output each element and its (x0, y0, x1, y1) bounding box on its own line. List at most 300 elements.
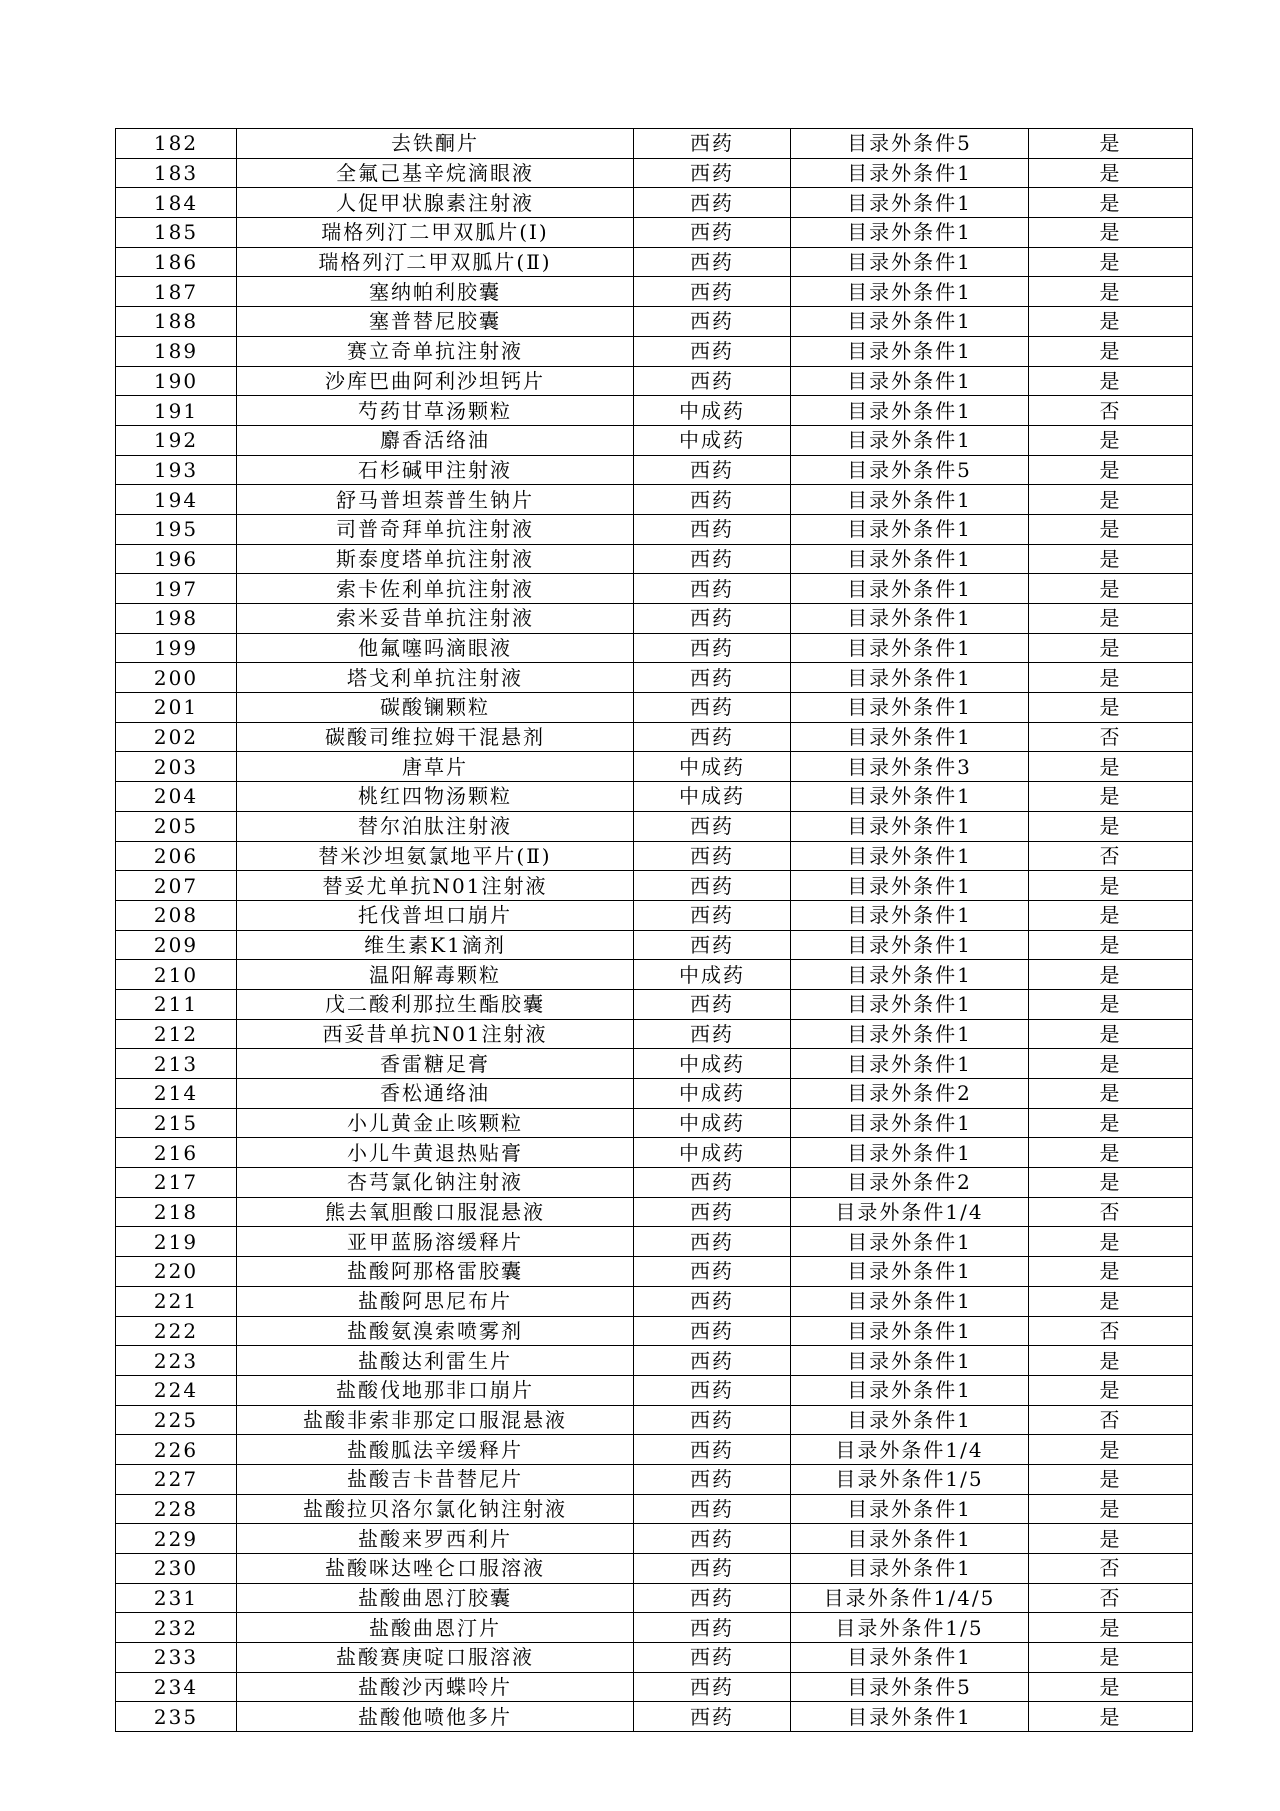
condition-cell: 目录外条件1/5 (791, 1613, 1029, 1643)
condition-cell: 目录外条件1 (791, 663, 1029, 693)
drug-type-cell: 西药 (634, 633, 791, 663)
drug-type-cell: 西药 (634, 1227, 791, 1257)
drug-name-cell: 唐草片 (237, 752, 634, 782)
condition-cell: 目录外条件1 (791, 574, 1029, 604)
flag-cell: 是 (1029, 158, 1193, 188)
row-number-cell: 203 (116, 752, 237, 782)
drug-table (115, 128, 1193, 1732)
table-row (116, 1672, 1193, 1702)
drug-type-cell: 西药 (634, 574, 791, 604)
drug-name-cell: 去铁酮片 (237, 129, 634, 159)
drug-name-cell: 亚甲蓝肠溶缓释片 (237, 1227, 634, 1257)
drug-type-cell: 西药 (634, 900, 791, 930)
flag-cell: 是 (1029, 811, 1193, 841)
flag-cell: 是 (1029, 514, 1193, 544)
drug-name-cell: 盐酸曲恩汀片 (237, 1613, 634, 1643)
row-number-cell: 197 (116, 574, 237, 604)
flag-cell: 是 (1029, 247, 1193, 277)
flag-cell: 是 (1029, 455, 1193, 485)
drug-name-cell: 温阳解毒颗粒 (237, 960, 634, 990)
table-row (116, 218, 1193, 248)
flag-cell: 是 (1029, 693, 1193, 723)
drug-type-cell: 西药 (634, 1435, 791, 1465)
drug-name-cell: 替尔泊肽注射液 (237, 811, 634, 841)
condition-cell: 目录外条件1 (791, 1257, 1029, 1287)
table-row (116, 752, 1193, 782)
condition-cell: 目录外条件1 (791, 871, 1029, 901)
condition-cell: 目录外条件1 (791, 485, 1029, 515)
condition-cell: 目录外条件3 (791, 752, 1029, 782)
drug-type-cell: 西药 (634, 811, 791, 841)
row-number-cell: 194 (116, 485, 237, 515)
row-number-cell: 227 (116, 1464, 237, 1494)
table-body (116, 129, 1193, 1732)
condition-cell: 目录外条件1 (791, 188, 1029, 218)
drug-name-cell: 全氟己基辛烷滴眼液 (237, 158, 634, 188)
row-number-cell: 231 (116, 1583, 237, 1613)
table-row (116, 782, 1193, 812)
row-number-cell: 189 (116, 336, 237, 366)
table-row (116, 841, 1193, 871)
flag-cell: 是 (1029, 1019, 1193, 1049)
table-row (116, 1554, 1193, 1584)
drug-type-cell: 西药 (634, 544, 791, 574)
drug-type-cell: 西药 (634, 1019, 791, 1049)
drug-type-cell: 西药 (634, 1375, 791, 1405)
drug-type-cell: 西药 (634, 1672, 791, 1702)
flag-cell: 是 (1029, 1613, 1193, 1643)
row-number-cell: 209 (116, 930, 237, 960)
flag-cell: 是 (1029, 1049, 1193, 1079)
table-row (116, 930, 1193, 960)
drug-name-cell: 芍药甘草汤颗粒 (237, 396, 634, 426)
table-row (116, 811, 1193, 841)
flag-cell: 是 (1029, 1643, 1193, 1673)
row-number-cell: 226 (116, 1435, 237, 1465)
drug-name-cell: 盐酸达利雷生片 (237, 1346, 634, 1376)
drug-name-cell: 小儿牛黄退热贴膏 (237, 1138, 634, 1168)
table-row (116, 1138, 1193, 1168)
table-row (116, 722, 1193, 752)
condition-cell: 目录外条件1 (791, 960, 1029, 990)
row-number-cell: 192 (116, 425, 237, 455)
drug-type-cell: 西药 (634, 247, 791, 277)
condition-cell: 目录外条件1 (791, 1375, 1029, 1405)
drug-name-cell: 索米妥昔单抗注射液 (237, 604, 634, 634)
flag-cell: 是 (1029, 544, 1193, 574)
table-row (116, 1316, 1193, 1346)
drug-type-cell: 中成药 (634, 782, 791, 812)
drug-name-cell: 西妥昔单抗N01注射液 (237, 1019, 634, 1049)
row-number-cell: 221 (116, 1286, 237, 1316)
drug-name-cell: 戊二酸利那拉生酯胶囊 (237, 989, 634, 1019)
drug-type-cell: 中成药 (634, 425, 791, 455)
row-number-cell: 234 (116, 1672, 237, 1702)
drug-type-cell: 西药 (634, 1346, 791, 1376)
condition-cell: 目录外条件1 (791, 218, 1029, 248)
row-number-cell: 186 (116, 247, 237, 277)
flag-cell: 否 (1029, 1583, 1193, 1613)
drug-type-cell: 西药 (634, 1554, 791, 1584)
table-row (116, 336, 1193, 366)
drug-name-cell: 司普奇拜单抗注射液 (237, 514, 634, 544)
drug-type-cell: 西药 (634, 336, 791, 366)
condition-cell: 目录外条件1 (791, 900, 1029, 930)
drug-type-cell: 西药 (634, 722, 791, 752)
flag-cell: 是 (1029, 930, 1193, 960)
condition-cell: 目录外条件1 (791, 1049, 1029, 1079)
flag-cell: 是 (1029, 425, 1193, 455)
flag-cell: 是 (1029, 574, 1193, 604)
drug-type-cell: 西药 (634, 485, 791, 515)
condition-cell: 目录外条件1 (791, 633, 1029, 663)
table-row (116, 633, 1193, 663)
row-number-cell: 219 (116, 1227, 237, 1257)
condition-cell: 目录外条件1 (791, 425, 1029, 455)
drug-name-cell: 盐酸非索非那定口服混悬液 (237, 1405, 634, 1435)
condition-cell: 目录外条件1 (791, 1702, 1029, 1732)
row-number-cell: 220 (116, 1257, 237, 1287)
condition-cell: 目录外条件1 (791, 693, 1029, 723)
flag-cell: 是 (1029, 633, 1193, 663)
drug-type-cell: 西药 (634, 693, 791, 723)
flag-cell: 是 (1029, 1524, 1193, 1554)
flag-cell: 是 (1029, 1227, 1193, 1257)
drug-name-cell: 塞普替尼胶囊 (237, 307, 634, 337)
condition-cell: 目录外条件5 (791, 1672, 1029, 1702)
flag-cell: 是 (1029, 960, 1193, 990)
condition-cell: 目录外条件1/4 (791, 1435, 1029, 1465)
drug-type-cell: 西药 (634, 366, 791, 396)
row-number-cell: 217 (116, 1168, 237, 1198)
drug-name-cell: 舒马普坦萘普生钠片 (237, 485, 634, 515)
row-number-cell: 212 (116, 1019, 237, 1049)
condition-cell: 目录外条件1/4/5 (791, 1583, 1029, 1613)
flag-cell: 是 (1029, 1108, 1193, 1138)
row-number-cell: 200 (116, 663, 237, 693)
drug-type-cell: 西药 (634, 871, 791, 901)
table-row (116, 1079, 1193, 1109)
flag-cell: 是 (1029, 663, 1193, 693)
condition-cell: 目录外条件1 (791, 277, 1029, 307)
condition-cell: 目录外条件1 (791, 841, 1029, 871)
drug-name-cell: 麝香活络油 (237, 425, 634, 455)
drug-name-cell: 碳酸司维拉姆干混悬剂 (237, 722, 634, 752)
flag-cell: 是 (1029, 604, 1193, 634)
table-row (116, 1019, 1193, 1049)
condition-cell: 目录外条件1 (791, 247, 1029, 277)
flag-cell: 是 (1029, 485, 1193, 515)
row-number-cell: 235 (116, 1702, 237, 1732)
row-number-cell: 195 (116, 514, 237, 544)
flag-cell: 否 (1029, 1197, 1193, 1227)
table-row (116, 1405, 1193, 1435)
flag-cell: 否 (1029, 1554, 1193, 1584)
drug-type-cell: 西药 (634, 663, 791, 693)
flag-cell: 否 (1029, 722, 1193, 752)
row-number-cell: 233 (116, 1643, 237, 1673)
drug-name-cell: 盐酸阿思尼布片 (237, 1286, 634, 1316)
table-row (116, 1583, 1193, 1613)
flag-cell: 是 (1029, 366, 1193, 396)
drug-type-cell: 中成药 (634, 752, 791, 782)
condition-cell: 目录外条件2 (791, 1079, 1029, 1109)
drug-name-cell: 塞纳帕利胶囊 (237, 277, 634, 307)
table-row (116, 1227, 1193, 1257)
condition-cell: 目录外条件1 (791, 544, 1029, 574)
row-number-cell: 191 (116, 396, 237, 426)
flag-cell: 是 (1029, 188, 1193, 218)
flag-cell: 是 (1029, 1138, 1193, 1168)
row-number-cell: 206 (116, 841, 237, 871)
condition-cell: 目录外条件1 (791, 514, 1029, 544)
drug-type-cell: 西药 (634, 455, 791, 485)
table-row (116, 1524, 1193, 1554)
table-row (116, 158, 1193, 188)
flag-cell: 是 (1029, 1079, 1193, 1109)
condition-cell: 目录外条件1 (791, 366, 1029, 396)
condition-cell: 目录外条件1 (791, 307, 1029, 337)
drug-type-cell: 西药 (634, 989, 791, 1019)
condition-cell: 目录外条件1 (791, 604, 1029, 634)
row-number-cell: 183 (116, 158, 237, 188)
drug-type-cell: 西药 (634, 930, 791, 960)
table-row (116, 1197, 1193, 1227)
row-number-cell: 229 (116, 1524, 237, 1554)
flag-cell: 是 (1029, 218, 1193, 248)
drug-name-cell: 熊去氧胆酸口服混悬液 (237, 1197, 634, 1227)
drug-type-cell: 西药 (634, 1405, 791, 1435)
table-row (116, 1613, 1193, 1643)
row-number-cell: 182 (116, 129, 237, 159)
drug-name-cell: 索卡佐利单抗注射液 (237, 574, 634, 604)
drug-name-cell: 盐酸沙丙蝶呤片 (237, 1672, 634, 1702)
table-row (116, 455, 1193, 485)
flag-cell: 否 (1029, 841, 1193, 871)
condition-cell: 目录外条件1 (791, 1524, 1029, 1554)
drug-name-cell: 盐酸氨溴索喷雾剂 (237, 1316, 634, 1346)
drug-type-cell: 西药 (634, 277, 791, 307)
condition-cell: 目录外条件5 (791, 455, 1029, 485)
drug-type-cell: 西药 (634, 1494, 791, 1524)
drug-name-cell: 托伐普坦口崩片 (237, 900, 634, 930)
row-number-cell: 214 (116, 1079, 237, 1109)
row-number-cell: 216 (116, 1138, 237, 1168)
flag-cell: 是 (1029, 129, 1193, 159)
drug-type-cell: 西药 (634, 307, 791, 337)
drug-type-cell: 西药 (634, 1197, 791, 1227)
drug-name-cell: 塔戈利单抗注射液 (237, 663, 634, 693)
row-number-cell: 207 (116, 871, 237, 901)
condition-cell: 目录外条件1 (791, 1554, 1029, 1584)
flag-cell: 否 (1029, 1316, 1193, 1346)
row-number-cell: 198 (116, 604, 237, 634)
condition-cell: 目录外条件2 (791, 1168, 1029, 1198)
drug-type-cell: 西药 (634, 1286, 791, 1316)
drug-type-cell: 西药 (634, 1316, 791, 1346)
drug-type-cell: 西药 (634, 129, 791, 159)
condition-cell: 目录外条件1 (791, 930, 1029, 960)
table-row (116, 1286, 1193, 1316)
drug-type-cell: 西药 (634, 1613, 791, 1643)
flag-cell: 是 (1029, 336, 1193, 366)
table-row (116, 604, 1193, 634)
flag-cell: 是 (1029, 1435, 1193, 1465)
table-row (116, 1257, 1193, 1287)
flag-cell: 是 (1029, 871, 1193, 901)
condition-cell: 目录外条件5 (791, 129, 1029, 159)
condition-cell: 目录外条件1 (791, 336, 1029, 366)
drug-type-cell: 西药 (634, 1257, 791, 1287)
row-number-cell: 210 (116, 960, 237, 990)
drug-name-cell: 盐酸阿那格雷胶囊 (237, 1257, 634, 1287)
drug-name-cell: 沙库巴曲阿利沙坦钙片 (237, 366, 634, 396)
flag-cell: 是 (1029, 1346, 1193, 1376)
row-number-cell: 222 (116, 1316, 237, 1346)
flag-cell: 是 (1029, 782, 1193, 812)
drug-name-cell: 人促甲状腺素注射液 (237, 188, 634, 218)
row-number-cell: 185 (116, 218, 237, 248)
flag-cell: 是 (1029, 307, 1193, 337)
table-row (116, 129, 1193, 159)
row-number-cell: 225 (116, 1405, 237, 1435)
table-row (116, 514, 1193, 544)
condition-cell: 目录外条件1/4 (791, 1197, 1029, 1227)
drug-type-cell: 中成药 (634, 960, 791, 990)
flag-cell: 否 (1029, 396, 1193, 426)
row-number-cell: 218 (116, 1197, 237, 1227)
table-row (116, 1168, 1193, 1198)
table-row (116, 544, 1193, 574)
condition-cell: 目录外条件1 (791, 1316, 1029, 1346)
row-number-cell: 201 (116, 693, 237, 723)
drug-name-cell: 杏芎氯化钠注射液 (237, 1168, 634, 1198)
table-row (116, 425, 1193, 455)
drug-type-cell: 西药 (634, 841, 791, 871)
drug-type-cell: 中成药 (634, 1049, 791, 1079)
drug-type-cell: 西药 (634, 604, 791, 634)
drug-name-cell: 石杉碱甲注射液 (237, 455, 634, 485)
table-row (116, 960, 1193, 990)
drug-name-cell: 盐酸曲恩汀胶囊 (237, 1583, 634, 1613)
table-row (116, 188, 1193, 218)
drug-name-cell: 瑞格列汀二甲双胍片(Ⅱ) (237, 247, 634, 277)
row-number-cell: 213 (116, 1049, 237, 1079)
table-row (116, 1049, 1193, 1079)
row-number-cell: 193 (116, 455, 237, 485)
flag-cell: 是 (1029, 1257, 1193, 1287)
drug-name-cell: 维生素K1滴剂 (237, 930, 634, 960)
flag-cell: 是 (1029, 1702, 1193, 1732)
drug-type-cell: 西药 (634, 1702, 791, 1732)
condition-cell: 目录外条件1 (791, 1019, 1029, 1049)
condition-cell: 目录外条件1 (791, 158, 1029, 188)
drug-name-cell: 桃红四物汤颗粒 (237, 782, 634, 812)
table-row (116, 1435, 1193, 1465)
drug-type-cell: 西药 (634, 1583, 791, 1613)
table-row (116, 485, 1193, 515)
row-number-cell: 188 (116, 307, 237, 337)
condition-cell: 目录外条件1/5 (791, 1464, 1029, 1494)
drug-type-cell: 西药 (634, 1464, 791, 1494)
row-number-cell: 205 (116, 811, 237, 841)
drug-type-cell: 西药 (634, 1168, 791, 1198)
drug-name-cell: 小儿黄金止咳颗粒 (237, 1108, 634, 1138)
row-number-cell: 204 (116, 782, 237, 812)
table-row (116, 574, 1193, 604)
row-number-cell: 230 (116, 1554, 237, 1584)
table-row (116, 247, 1193, 277)
condition-cell: 目录外条件1 (791, 722, 1029, 752)
row-number-cell: 184 (116, 188, 237, 218)
condition-cell: 目录外条件1 (791, 782, 1029, 812)
drug-type-cell: 西药 (634, 1524, 791, 1554)
drug-name-cell: 替米沙坦氨氯地平片(Ⅱ) (237, 841, 634, 871)
table-row (116, 989, 1193, 1019)
drug-name-cell: 盐酸吉卡昔替尼片 (237, 1464, 634, 1494)
drug-type-cell: 中成药 (634, 1138, 791, 1168)
flag-cell: 是 (1029, 989, 1193, 1019)
flag-cell: 是 (1029, 277, 1193, 307)
drug-name-cell: 碳酸镧颗粒 (237, 693, 634, 723)
drug-type-cell: 西药 (634, 1643, 791, 1673)
drug-name-cell: 他氟噻吗滴眼液 (237, 633, 634, 663)
drug-type-cell: 中成药 (634, 1108, 791, 1138)
drug-name-cell: 盐酸他喷他多片 (237, 1702, 634, 1732)
drug-name-cell: 替妥尤单抗N01注射液 (237, 871, 634, 901)
condition-cell: 目录外条件1 (791, 1108, 1029, 1138)
row-number-cell: 215 (116, 1108, 237, 1138)
row-number-cell: 232 (116, 1613, 237, 1643)
condition-cell: 目录外条件1 (791, 1643, 1029, 1673)
row-number-cell: 196 (116, 544, 237, 574)
drug-name-cell: 盐酸伐地那非口崩片 (237, 1375, 634, 1405)
condition-cell: 目录外条件1 (791, 989, 1029, 1019)
condition-cell: 目录外条件1 (791, 396, 1029, 426)
table-row (116, 277, 1193, 307)
row-number-cell: 202 (116, 722, 237, 752)
condition-cell: 目录外条件1 (791, 1286, 1029, 1316)
row-number-cell: 190 (116, 366, 237, 396)
drug-type-cell: 西药 (634, 188, 791, 218)
table-row (116, 307, 1193, 337)
drug-name-cell: 香松通络油 (237, 1079, 634, 1109)
drug-name-cell: 盐酸拉贝洛尔氯化钠注射液 (237, 1494, 634, 1524)
condition-cell: 目录外条件1 (791, 1227, 1029, 1257)
condition-cell: 目录外条件1 (791, 1405, 1029, 1435)
drug-name-cell: 盐酸咪达唑仑口服溶液 (237, 1554, 634, 1584)
drug-name-cell: 盐酸来罗西利片 (237, 1524, 634, 1554)
flag-cell: 是 (1029, 900, 1193, 930)
table-row (116, 663, 1193, 693)
drug-name-cell: 盐酸胍法辛缓释片 (237, 1435, 634, 1465)
table-row (116, 900, 1193, 930)
flag-cell: 是 (1029, 1494, 1193, 1524)
flag-cell: 是 (1029, 1464, 1193, 1494)
table-row (116, 1346, 1193, 1376)
flag-cell: 是 (1029, 1286, 1193, 1316)
table-row (116, 1375, 1193, 1405)
drug-name-cell: 香雷糖足膏 (237, 1049, 634, 1079)
flag-cell: 是 (1029, 752, 1193, 782)
flag-cell: 是 (1029, 1375, 1193, 1405)
drug-type-cell: 西药 (634, 158, 791, 188)
condition-cell: 目录外条件1 (791, 1494, 1029, 1524)
table-row (116, 1702, 1193, 1732)
row-number-cell: 187 (116, 277, 237, 307)
row-number-cell: 228 (116, 1494, 237, 1524)
flag-cell: 是 (1029, 1672, 1193, 1702)
